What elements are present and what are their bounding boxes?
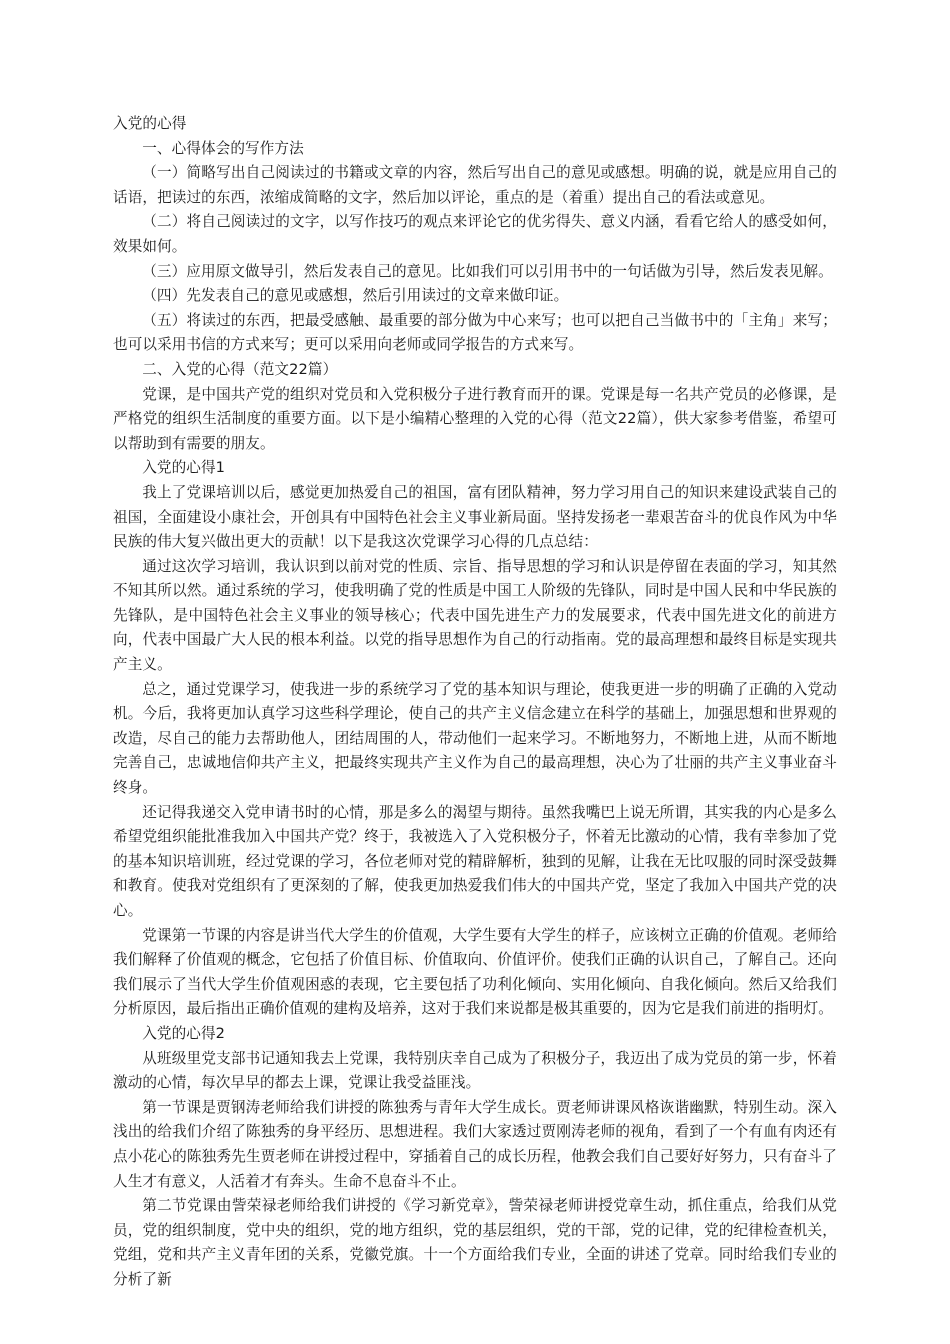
paragraph: （五）将读过的东西，把最受感触、最重要的部分做为中心来写；也可以把自己当做书中的「主角」来写；也可以采用书信的方式来写；更可以采用向老师或同学报告的方式来写。 xyxy=(113,311,837,354)
document-page xyxy=(113,112,837,1293)
paragraph: 我上了党课培训以后，感觉更加热爱自己的祖国，富有团队精神，努力学习用自己的知识来建设武装自己的祖国，全面建设小康社会，开创具有中国特色社会主义事业新局面。坚持发扬老一辈艰苦奋斗的优良作风为中华民族的伟大复兴做出更大的贡献！以下是我这次党课学习心得的几点总结： xyxy=(113,483,837,551)
paragraph: 党课第一节课的内容是讲当代大学生的价值观，大学生要有大学生的样子，应该树立正确的价值观。老师给我们解释了价值观的概念，它包括了价值目标、价值取向、价值评价。使我们正确的认识自己，了解自己。还向我们展示了当代大学生价值观困惑的表现，它主要包括了功利化倾向、实用化倾向、自我化倾向。然后又给我们分析原因，最后指出正确价值观的建构及培养，这对于我们来说都是极其重要的，因为它是我们前进的指明灯。 xyxy=(113,926,837,1018)
paragraph: 还记得我递交入党申请书时的心情，那是多么的渴望与期待。虽然我嘴巴上说无所谓，其实我的内心是多么希望党组织能批准我加入中国共产党？终于，我被选入了入党积极分子，怀着无比激动的心情，我有幸参加了党的基本知识培训班，经过党课的学习，各位老师对党的精辟解析，独到的见解，让我在无比叹服的同时深受鼓舞和教育。使我对党组织有了更深刻的了解，使我更加热爱我们伟大的中国共产党，坚定了我加入中国共产党的决心。 xyxy=(113,803,837,919)
paragraph: （二）将自己阅读过的文字，以写作技巧的观点来评论它的优劣得失、意义内涵，看看它给人的感受如何，效果如何。 xyxy=(113,213,837,255)
paragraph: 第一节课是贾钢涛老师给我们讲授的陈独秀与青年大学生成长。贾老师讲课风格诙谐幽默，特别生动。深入浅出的给我们介绍了陈独秀的身平经历、思想进程。我们大家透过贾刚涛老师的视角，看到了一个有血有肉还有点小花心的陈独秀先生贾老师在讲授过程中，穿插着自己的成长历程，他教会我们自己要好好努力，只有奋斗了人生才有意义，人活着才有奔头。生命不息奋斗不止。 xyxy=(113,1098,837,1190)
paragraph: 从班级里党支部书记通知我去上党课，我特别庆幸自己成为了积极分子，我迈出了成为党员的第一步，怀着激动的心情，每次早早的都去上课，党课让我受益匪浅。 xyxy=(113,1049,837,1092)
paragraph: 第二节党课由訾荣禄老师给我们讲授的《学习新党章》，訾荣禄老师讲授党章生动，抓住重点，给我们从党员，党的组织制度，党中央的组织，党的地方组织，党的基层组织，党的干部，党的记律，党的纪律检查机关，党组，党和共产主义青年团的关系，党徽党旗。十一个方面给我们专业，全面的讲述了党章。同时给我们专业的分析了新 xyxy=(113,1197,837,1288)
paragraph: （一）简略写出自己阅读过的书籍或文章的内容，然后写出自己的意见或感想。明确的说，就是应用自己的话语，把读过的东西，浓缩成简略的文字，然后加以评论，重点的是（着重）提出自己的看法或意见。 xyxy=(113,164,837,206)
subsection-heading: 入党的心得2 xyxy=(142,1024,226,1042)
section-heading: 一、心得体会的写作方法 xyxy=(142,139,304,157)
section-heading: 二、入党的心得（范文22篇） xyxy=(142,360,338,378)
paragraph: 总之，通过党课学习，使我进一步的系统学习了党的基本知识与理论，使我更进一步的明确了正确的入党动机。今后，我将更加认真学习这些科学理论，使自己的共产主义信念建立在科学的基础上，加强思想和世界观的改造，尽自己的能力去帮助他人，团结周围的人，带动他们一起来学习。不断地努力，不断地上进，从而不断地完善自己，忠诚地信仰共产主义，把最终实现共产主义作为自己的最高理想，决心为了壮丽的共产主义事业奋斗终身。 xyxy=(113,680,837,797)
paragraph: 党课，是中国共产党的组织对党员和入党积极分子进行教育而开的课。党课是每一名共产党员的必修课，是严格党的组织生活制度的重要方面。以下是小编精心整理的入党的心得（范文22篇），供大家参考借鉴，希望可以帮助到有需要的朋友。 xyxy=(113,385,837,452)
paragraph: 通过这次学习培训，我认识到以前对党的性质、宗旨、指导思想的学习和认识是停留在表面的学习，知其然不知其所以然。通过系统的学习，使我明确了党的性质是中国工人阶级的先锋队，同时是中国人民和中华民族的先锋队，是中国特色社会主义事业的领导核心；代表中国先进生产力的发展要求，代表中国先进文化的前进方向，代表中国最广大人民的根本利益。以党的指导思想作为自己的行动指南。党的最高理想和最终目标是实现共产主义。 xyxy=(113,557,837,674)
paragraph: （四）先发表自己的意见或感想，然后引用读过的文章来做印证。 xyxy=(142,287,569,305)
document-title: 入党的心得 xyxy=(113,115,187,132)
paragraph: （三）应用原文做导引，然后发表自己的意见。比如我们可以引用书中的一句话做为引导，然后发表见解。 xyxy=(142,262,833,280)
subsection-heading: 入党的心得1 xyxy=(142,459,226,477)
